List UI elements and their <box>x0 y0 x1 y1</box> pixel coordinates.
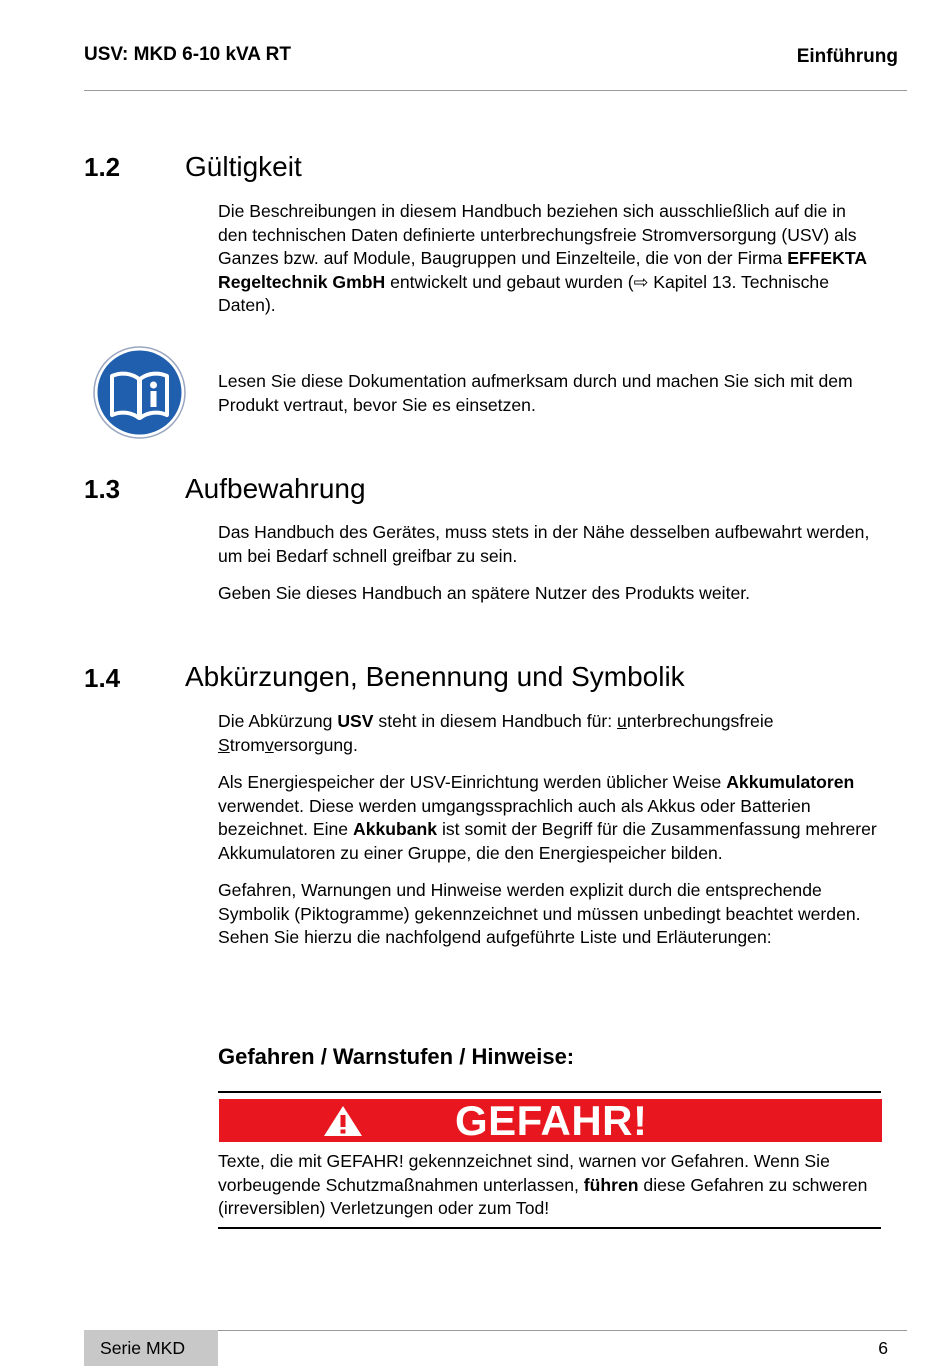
section-1-4-body <box>218 710 878 964</box>
hazard-levels-heading: Gefahren / Warnstufen / Hinweise: <box>218 1044 575 1069</box>
page-number: 6 <box>878 1338 888 1358</box>
footer-series-box <box>84 1330 218 1366</box>
section-1-2-title: Gültigkeit <box>185 151 302 182</box>
section-1-2-body <box>218 200 878 332</box>
section-1-3-title: Aufbewahrung <box>185 473 366 504</box>
info-note-text: Lesen Sie diese Dokumentation aufmerksam durch und machen Sie sich mit dem Produkt vertraut, bevor Sie es einsetzen. <box>218 371 853 415</box>
section-1-2-number: 1.2 <box>84 152 121 182</box>
section-1-4-paragraph-3: Gefahren, Warnungen und Hinweise werden explizit durch die entsprechende Symbolik (Piktogramme) gekennzeichnet und müssen unbedingt beachtet werden. Sehen Sie hierzu die nachfolgend aufgeführte Liste und Erläuterungen: <box>218 880 861 947</box>
hazard-bottom-rule <box>218 1227 881 1229</box>
section-1-3-number: 1.3 <box>84 474 121 504</box>
section-1-3-body <box>218 521 878 620</box>
section-1-2-paragraph: Die Beschreibungen in diesem Handbuch beziehen sich ausschließlich auf die in den technischen Daten definierte unterbrechungsfreie Stromversorgung (USV) als Ganzes bzw. auf Module, Baugruppen und Einzelteile, die von der Firma EFFEKTA Regeltechnik GmbH entwickelt und gebaut wurden (⇨ Kapitel 13. Technische Daten). <box>218 201 867 315</box>
company-name: EFFEKTA Regeltechnik GmbH <box>218 248 867 292</box>
section-1-4-number: 1.4 <box>84 663 121 693</box>
section-1-3-paragraph-2: Geben Sie dieses Handbuch an spätere Nutzer des Produkts weiter. <box>218 583 751 603</box>
info-book-icon <box>93 346 186 444</box>
section-1-4-paragraph-1: Die Abkürzung USV steht in diesem Handbuch für: unterbrechungsfreie Stromversorgung. <box>218 711 774 755</box>
hazard-top-rule <box>218 1091 881 1093</box>
warning-triangle-icon <box>323 1105 363 1142</box>
footer-series-label: Serie MKD <box>100 1338 186 1358</box>
section-1-3-paragraph-1: Das Handbuch des Gerätes, muss stets in der Nähe desselben aufbewahrt werden, um bei Bedarf schnell greifbar zu sein. <box>218 522 870 566</box>
danger-label: GEFAHR! <box>455 1097 648 1144</box>
header-chapter-title: Einführung <box>796 46 898 67</box>
danger-description: Texte, die mit GEFAHR! gekennzeichnet sind, warnen vor Gefahren. Wenn Sie vorbeugende Schutzmaßnahmen unterlassen, führen diese Gefahren zu schweren (irreversiblen) Verletzungen oder zum Tod! <box>218 1151 868 1218</box>
section-1-4-title: Abkürzungen, Benennung und Symbolik <box>185 661 685 692</box>
footer-divider <box>218 1330 907 1331</box>
header-divider <box>84 90 907 91</box>
section-1-4-paragraph-2: Als Energiespeicher der USV-Einrichtung werden üblicher Weise Akkumulatoren verwendet. Diese werden umgangssprachlich auch als Akkus oder Batterien bezeichnet. Eine Akkubank ist somit der Begriff für die Zusammenfassung mehrerer Akkumulatoren zu einer Gruppe, die den Energiespeicher bilden. <box>218 772 877 863</box>
danger-banner <box>219 1099 882 1142</box>
header-document-title: USV: MKD 6-10 kVA RT <box>84 44 291 65</box>
arrow-right-icon: ⇨ <box>633 271 649 292</box>
